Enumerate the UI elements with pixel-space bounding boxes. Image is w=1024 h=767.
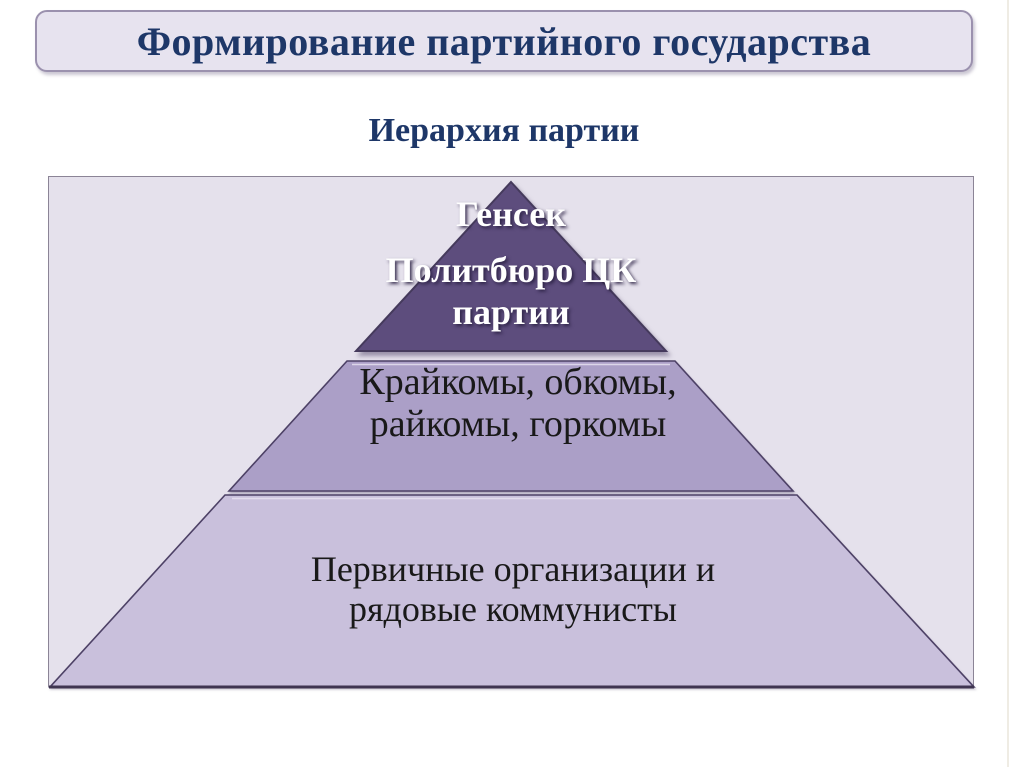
slide-edge-line <box>1007 0 1009 767</box>
diagram-frame <box>48 176 974 687</box>
label-line: рядовые коммунисты <box>348 589 677 629</box>
label-line: Генсек <box>455 194 567 234</box>
label-line: Политбюро ЦК <box>385 250 637 290</box>
pyramid-level-3-label <box>263 549 763 629</box>
slide-title-box <box>35 10 973 72</box>
pyramid-level-1-label <box>331 193 691 333</box>
pyramid-level-2-label <box>313 361 723 445</box>
diagram-title: Иерархия партии <box>368 112 640 149</box>
label-line: партии <box>452 292 570 332</box>
label-line: Первичные организации и <box>310 549 716 589</box>
label-line: Крайкомы, обкомы, <box>359 361 677 403</box>
slide-title: Формирование партийного государства <box>136 18 872 64</box>
label-line: райкомы, горкомы <box>369 403 667 445</box>
